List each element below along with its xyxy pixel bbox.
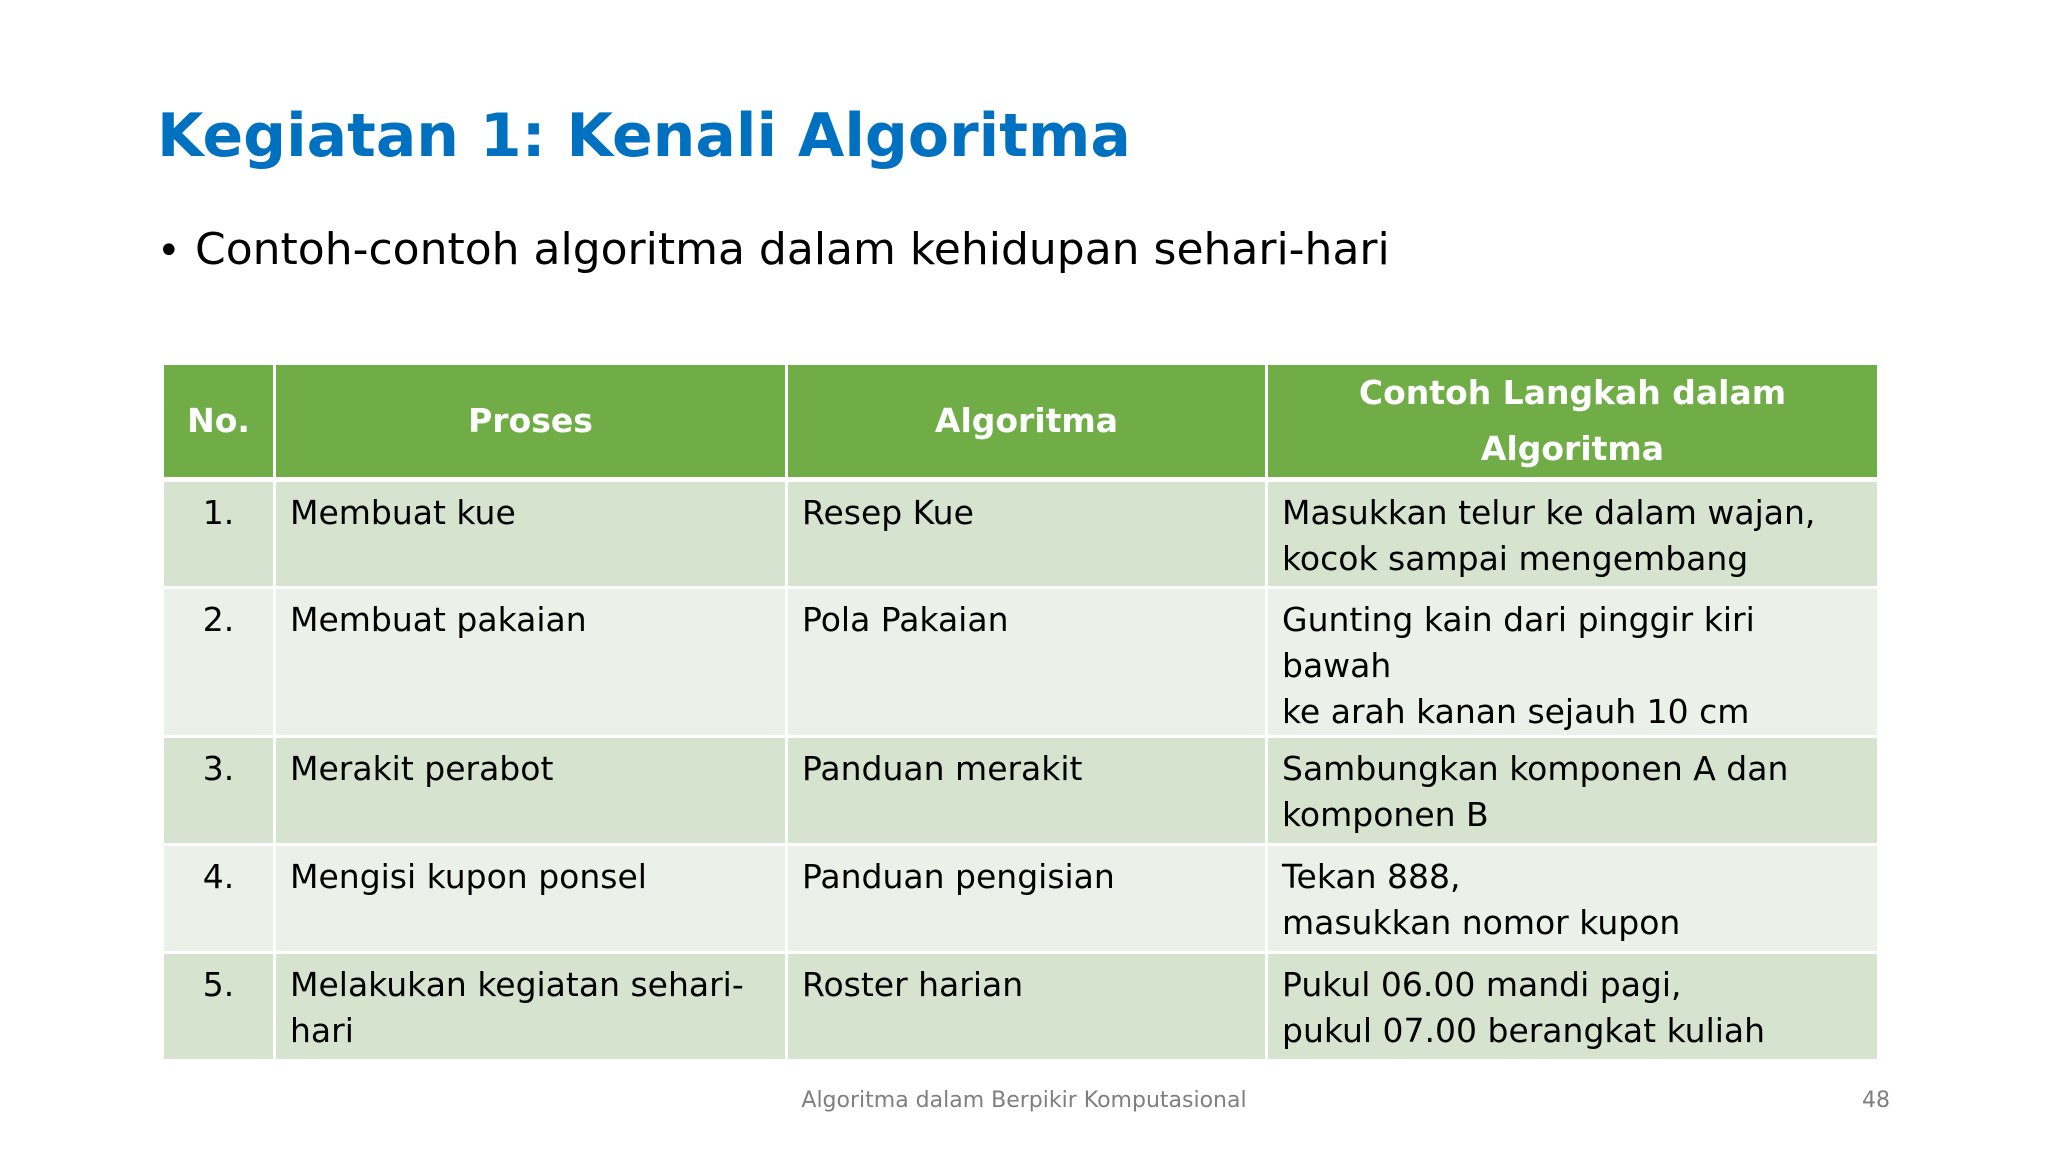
cell-no: 1.: [163, 480, 275, 588]
slide-title: Kegiatan 1: Kenali Algoritma: [157, 101, 1131, 171]
cell-proses-line: Mengisi kupon ponsel: [290, 857, 647, 896]
cell-algoritma: Pola Pakaian: [787, 588, 1267, 737]
cell-langkah: [1267, 953, 1879, 1061]
bullet-item: [157, 222, 1390, 279]
header-no: No.: [163, 364, 275, 480]
header-algoritma: Algoritma: [787, 364, 1267, 480]
cell-proses-line: Melakukan kegiatan sehari-: [290, 965, 744, 1004]
table-row: [163, 480, 1879, 588]
cell-langkah-line: Sambungkan komponen A dan: [1282, 749, 1789, 788]
header-row: [163, 364, 1879, 480]
cell-proses: [275, 737, 787, 845]
cell-langkah-line: pukul 07.00 berangkat kuliah: [1282, 1011, 1766, 1050]
cell-algoritma: Resep Kue: [787, 480, 1267, 588]
bullet-symbol: •: [157, 228, 181, 274]
header-contoh-langkah: Contoh Langkah dalam Algoritma: [1267, 364, 1879, 480]
cell-langkah-line: Masukkan telur ke dalam wajan,: [1282, 493, 1816, 532]
cell-no: 2.: [163, 588, 275, 737]
table-row: [163, 737, 1879, 845]
cell-langkah-line: masukkan nomor kupon: [1282, 903, 1681, 942]
table-row: [163, 953, 1879, 1061]
cell-proses-line: hari: [290, 1011, 354, 1050]
cell-langkah-line: ke arah kanan sejauh 10 cm: [1282, 692, 1750, 731]
cell-algoritma: Roster harian: [787, 953, 1267, 1061]
page-number: 48: [1862, 1088, 1890, 1113]
cell-no: 5.: [163, 953, 275, 1061]
cell-proses: [275, 588, 787, 737]
cell-langkah-line: Tekan 888,: [1282, 857, 1461, 896]
cell-no: 3.: [163, 737, 275, 845]
table: [161, 362, 1880, 1062]
cell-proses-line: Merakit perabot: [290, 749, 554, 788]
algorithm-examples-table: [161, 362, 1877, 1062]
cell-langkah: [1267, 588, 1879, 737]
cell-proses: [275, 845, 787, 953]
table-header: [163, 364, 1879, 480]
cell-algoritma: Panduan pengisian: [787, 845, 1267, 953]
footer-text: Algoritma dalam Berpikir Komputasional: [801, 1088, 1247, 1113]
cell-proses: [275, 953, 787, 1061]
cell-langkah-line: Gunting kain dari pinggir kiri bawah: [1282, 600, 1755, 685]
cell-proses: [275, 480, 787, 588]
cell-no: 4.: [163, 845, 275, 953]
cell-langkah-line: kocok sampai mengembang: [1282, 539, 1749, 578]
cell-proses-line: Membuat kue: [290, 493, 516, 532]
bullet-text: Contoh-contoh algoritma dalam kehidupan sehari-hari: [195, 224, 1390, 275]
cell-langkah: [1267, 845, 1879, 953]
cell-langkah-line: Pukul 06.00 mandi pagi,: [1282, 965, 1682, 1004]
cell-langkah: [1267, 480, 1879, 588]
cell-langkah-line: komponen B: [1282, 795, 1489, 834]
header-proses: Proses: [275, 364, 787, 480]
table-row: [163, 845, 1879, 953]
cell-langkah: [1267, 737, 1879, 845]
table-row: [163, 588, 1879, 737]
cell-algoritma: Panduan merakit: [787, 737, 1267, 845]
cell-proses-line: Membuat pakaian: [290, 600, 587, 639]
table-body: [163, 480, 1879, 1061]
